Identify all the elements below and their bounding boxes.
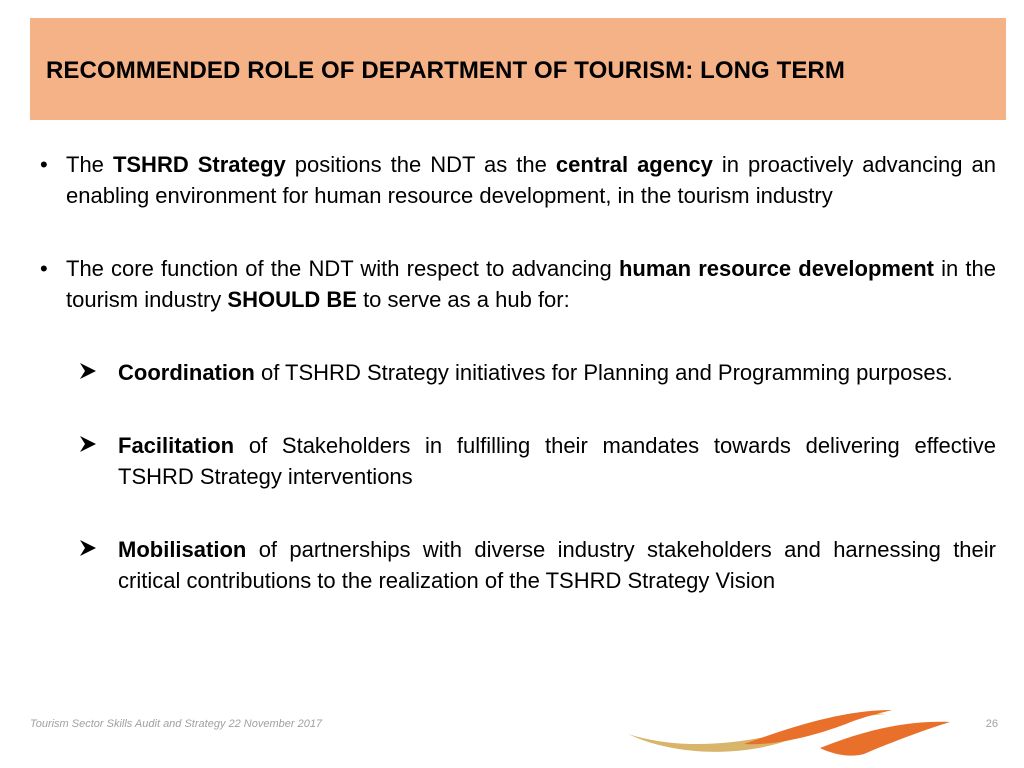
bullet-bold-text: TSHRD Strategy [112, 152, 286, 177]
sub-bullet-text: of TSHRD Strategy initiatives for Planning and Programming purposes. [254, 360, 953, 385]
bullet-bold-text: central agency [555, 152, 713, 177]
sub-bullet-mobilisation [40, 534, 996, 596]
sub-bullet-bold-text: Coordination [118, 360, 255, 385]
bullet-text: The core function of the NDT with respect to advancing [66, 256, 619, 281]
sub-bullet-text: of partnerships with diverse industry stakeholders and harnessing their critical contributions to the realization of the TSHRD Strategy Vision [118, 537, 996, 593]
bullet-text: positions the NDT as the [285, 152, 556, 177]
sub-bullet-coordination [40, 357, 996, 388]
page-number: 26 [985, 718, 998, 730]
arrow-bullet-icon [78, 538, 98, 558]
bullet-bold-text: SHOULD BE [227, 287, 357, 312]
sub-bullet-bold-text: Mobilisation [118, 537, 247, 562]
arrow-bullet-icon [78, 434, 98, 454]
bullet-text: in proactively advancing an enabling environment for human resource development, in the tourism industry [66, 152, 996, 208]
sub-bullet-facilitation [40, 430, 996, 492]
bullet-dot-icon: • [40, 152, 48, 177]
bullet-text: in the tourism industry [66, 256, 997, 312]
bullet-bold-text: human resource development [618, 256, 934, 281]
bullet-text: The [66, 152, 113, 177]
sub-bullet-text: of Stakeholders in fulfilling their mandates towards delivering effective TSHRD Strategy interventions [118, 433, 996, 489]
slide-title: RECOMMENDED ROLE OF DEPARTMENT OF TOURISM: LONG TERM [46, 57, 845, 84]
bullet-text: to serve as a hub for: [356, 287, 570, 312]
slide-content [40, 149, 996, 638]
title-bar [30, 18, 1006, 120]
footer-text: Tourism Sector Skills Audit and Strategy 22 November 2017 [30, 718, 323, 730]
sub-bullet-bold-text: Facilitation [118, 433, 235, 458]
bullet-dot-icon: • [40, 256, 48, 281]
bullet-1 [40, 149, 996, 211]
bullet-2 [40, 253, 996, 315]
arrow-bullet-icon [78, 361, 98, 381]
swoosh-logo-icon [624, 704, 954, 760]
